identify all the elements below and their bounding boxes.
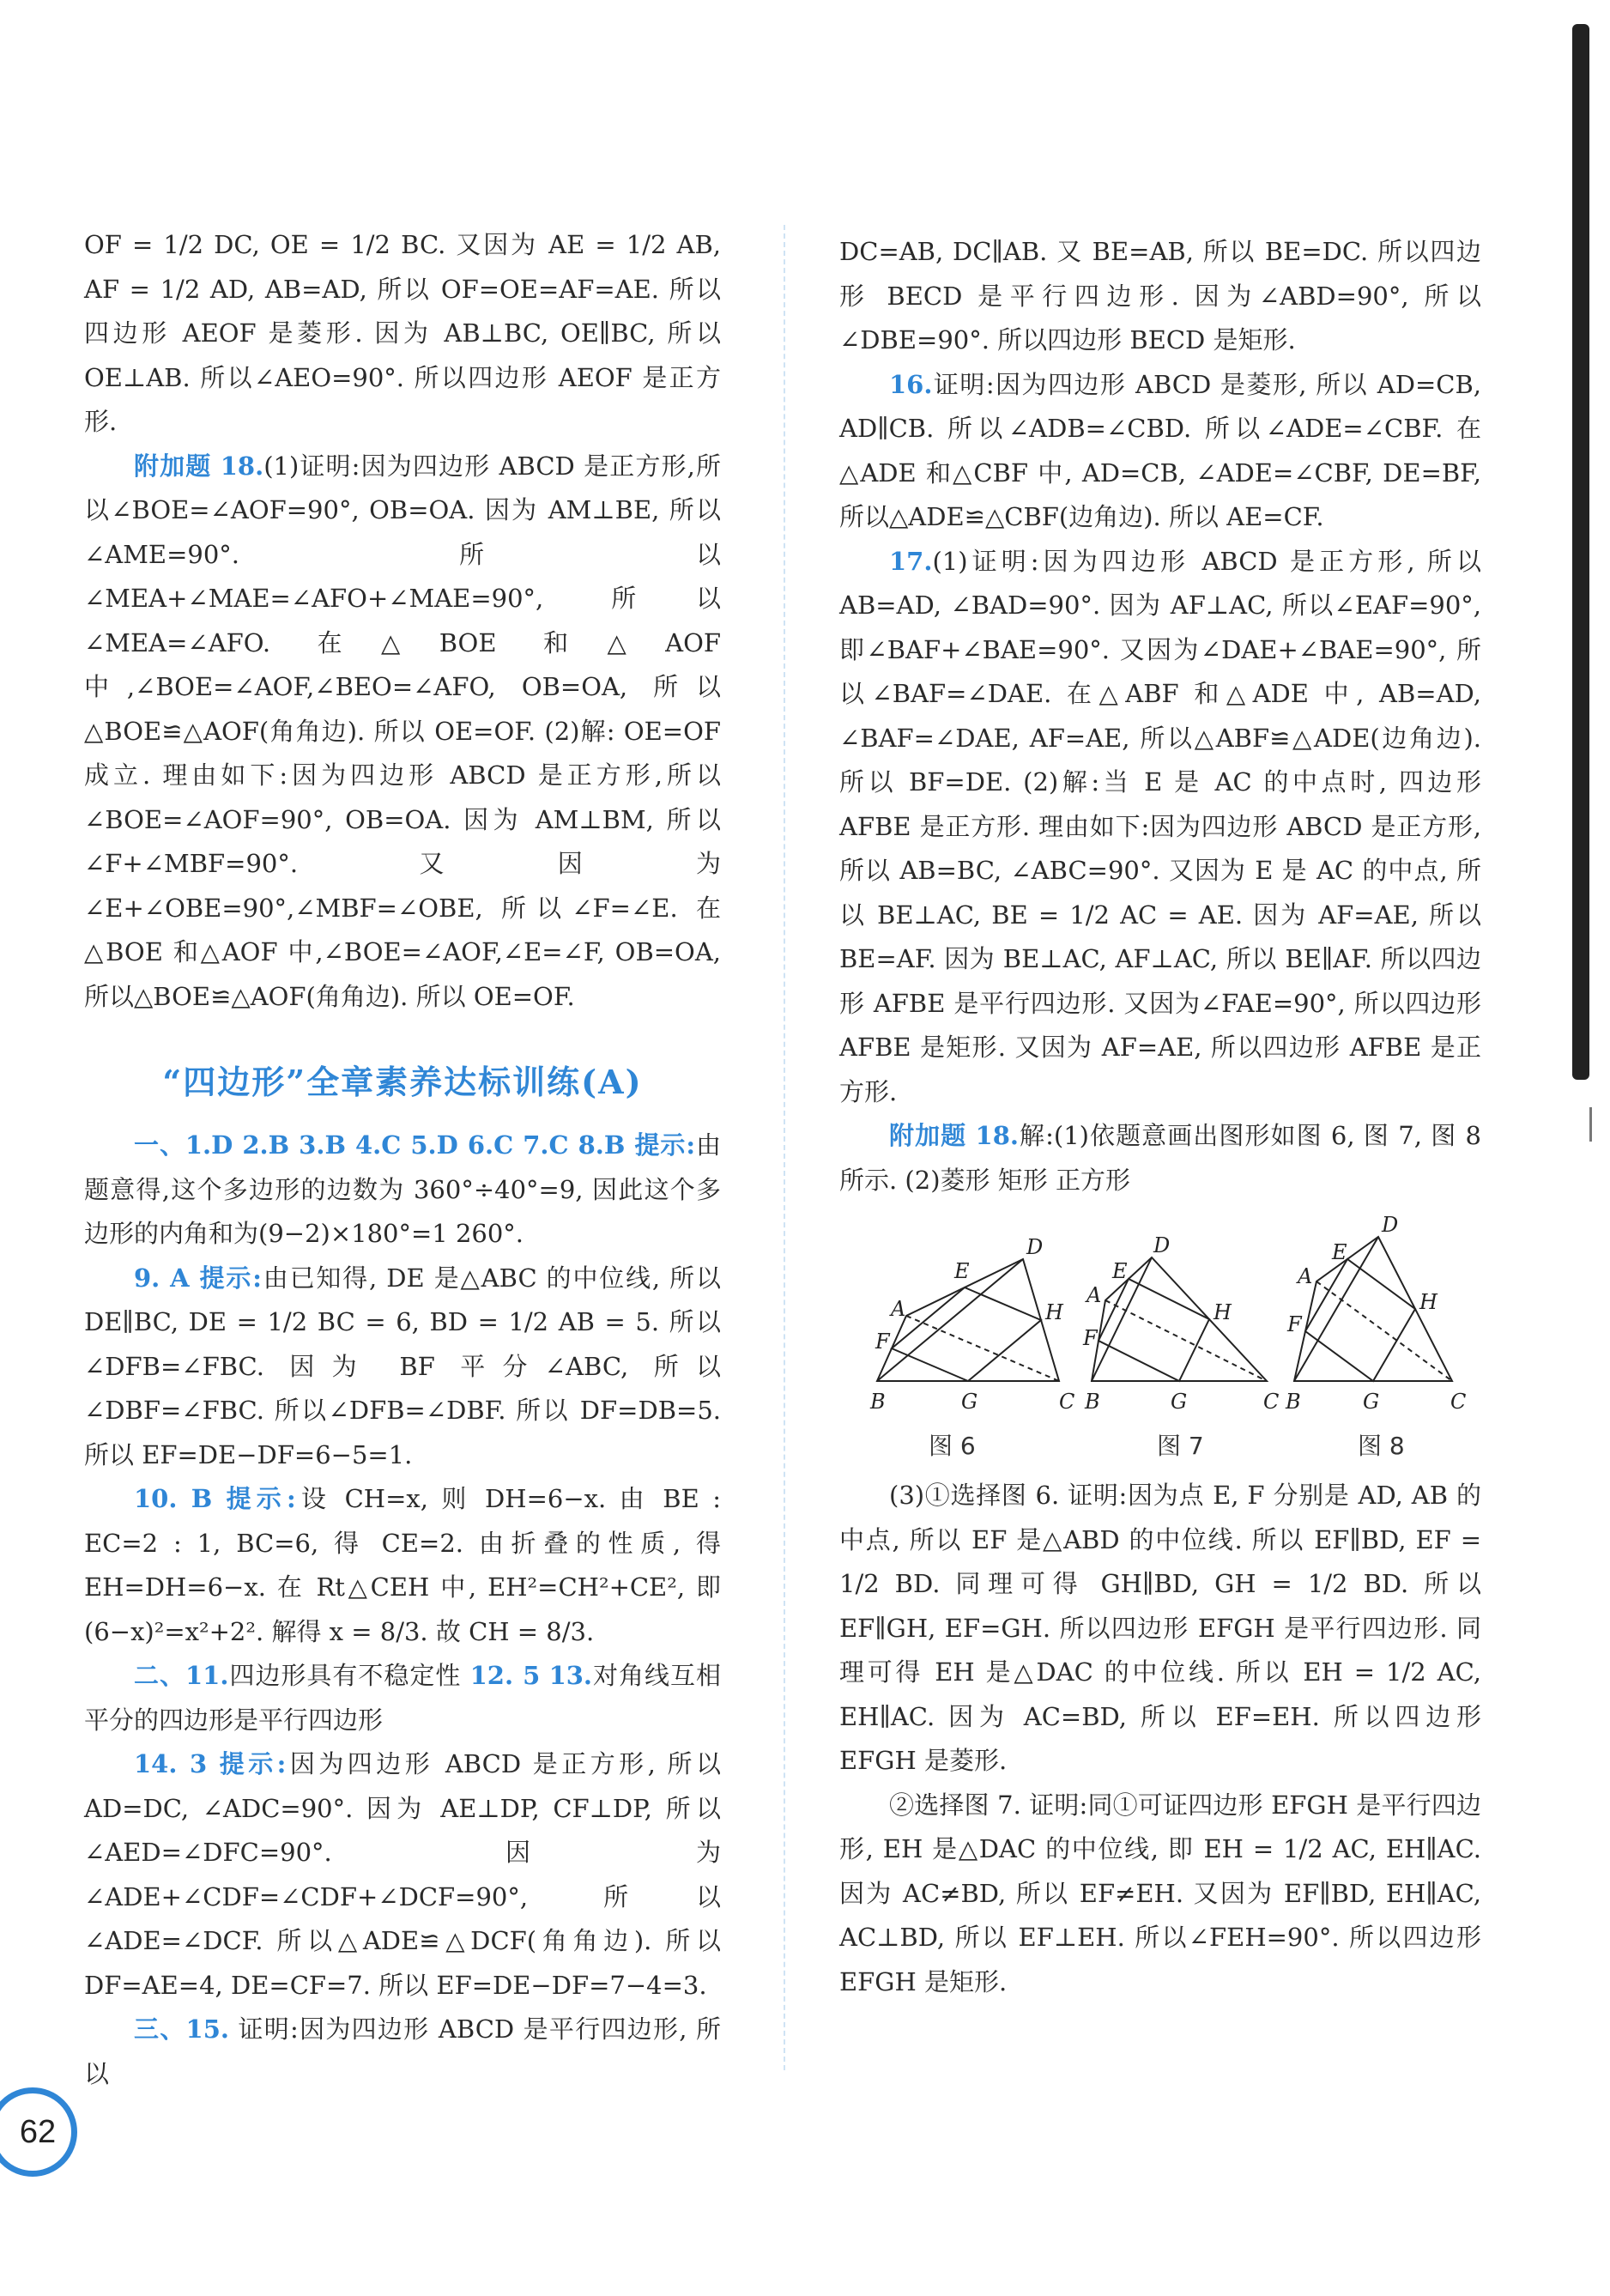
q13-number: 13.: [548, 1661, 593, 1690]
answer-q16: [839, 363, 1481, 540]
q9-head: 9. A 提示:: [134, 1263, 262, 1293]
answer-q9: [84, 1257, 721, 1478]
q16-text: 证明:因为四边形 ABCD 是菱形, 所以 AD=CB, AD∥CB. 所以∠ADB=∠CBD. 所以∠ADE=∠CBF. 在△ADE 和△CBF 中, AD=CB, ∠ADE=∠CBF, DE=BF, 所以△ADE≌△CBF(边角边). 所以 AE=CF.: [839, 369, 1481, 531]
bonus-label: 附加题: [134, 451, 212, 481]
fig7-label-f: F: [1083, 1326, 1098, 1350]
fig8-label-e: E: [1332, 1240, 1347, 1264]
figure-7-caption: 图 7: [1157, 1432, 1204, 1460]
fig6-label-g: G: [961, 1390, 978, 1414]
figure-7: [1081, 1233, 1279, 1414]
answer-q18-part3a: (3)①选择图 6. 证明:因为点 E, F 分别是 AD, AB 的中点, 所以 EF 是△ABD 的中位线. 所以 EF∥BD, EF = 1/2 BD. 同理可得 GH∥BD, GH = 1/2 BD. 所以 EF∥GH, EF=GH. 所以四边形 EFGH 是平行四边形. 同理可得 EH 是△DAC 的中位线. 所以 EH = 1/2 AC, EH∥AC. 因为 AC=BD, 所以 EF=EH. 所以四边形 EFGH 是菱形.: [839, 1481, 1481, 1775]
page-number: 62: [19, 2113, 57, 2150]
q11-text: 四边形具有不稳定性: [228, 1661, 462, 1690]
fig7-label-e: E: [1112, 1259, 1128, 1283]
q10-head: 10. B 提示:: [134, 1484, 296, 1513]
answer-q18-left: [84, 445, 721, 1020]
fig7-label-b: B: [1085, 1390, 1100, 1414]
q9-text: 由已知得, DE 是△ABC 的中位线, 所以 DE∥BC, DE = 1/2 BC = 6, BD = 1/2 AB = 5. 所以∠DFB=∠FBC. 因为 BF 平分∠ABC, 所以∠DBF=∠FBC. 所以∠DFB=∠DBF. 所以 DF=DB=5. 所以 EF=DE−DF=6−5=1.: [84, 1263, 721, 1469]
answer-q18-part3b: ②选择图 7. 证明:同①可证四边形 EFGH 是平行四边形, EH 是△DAC 的中位线, 即 EH = 1/2 AC, EH∥AC. 因为 AC≠BD, 所以 EF≠EH. 又因为 EF∥BD, EH∥AC, AC⊥BD, 所以 EF⊥EH. 所以∠FEH=90°. 所以四边形 EFGH 是矩形.: [839, 1790, 1481, 1996]
q18-right-text: 解:(1)依题意画出图形如图 6, 图 7, 图 8 所示. (2)菱形 矩形 正方形: [839, 1121, 1482, 1195]
bonus-label-right: 附加题: [889, 1121, 967, 1150]
fig6-label-f: F: [875, 1330, 890, 1354]
q15-text: 证明:因为四边形 ABCD 是平行四边形, 所以: [84, 2014, 721, 2088]
part2-head: 二、11.: [134, 1661, 229, 1690]
fig8-label-f: F: [1287, 1312, 1302, 1336]
fig8-label-b: B: [1286, 1390, 1301, 1414]
part1-text: 由题意得,这个多边形的边数为 360°÷40°=9, 因此这个多边形的内角和为(9−2)×180°=1 260°.: [84, 1130, 721, 1248]
q17-number: 17.: [889, 546, 933, 576]
q14-head: 14. 3 提示:: [134, 1749, 287, 1778]
fig7-label-c: C: [1263, 1390, 1280, 1414]
page-edge-shadow: [1572, 24, 1589, 1080]
fig6-label-e: E: [954, 1259, 970, 1283]
answer-part1: [84, 1124, 721, 1257]
q14-text: 因为四边形 ABCD 是正方形, 所以 AD=DC, ∠ADC=90°. 因为 AE⊥DP, CF⊥DP, 所以∠AED=∠DFC=90°. 因为∠ADE+∠CDF=∠CDF+∠DCF=90°, 所以∠ADE=∠DCF. 所以△ADE≌△DCF(角角边). 所以 DF=AE=4, DE=CF=7. 所以 EF=DE−DF=7−4=3.: [84, 1749, 721, 2000]
part3-head: 三、15.: [134, 2014, 229, 2044]
fig7-efgh: [1099, 1279, 1209, 1381]
fig6-label-h: H: [1045, 1300, 1063, 1324]
figure-6: [865, 1233, 1075, 1414]
column-divider: [784, 225, 785, 2070]
fig6-label-c: C: [1059, 1390, 1075, 1414]
q18-text: (1)证明:因为四边形 ABCD 是正方形,所以∠BOE=∠AOF=90°, OB=OA. 因为 AM⊥BE, 所以∠AME=90°. 所以∠MEA+∠MAE=∠AFO+∠MAE=90°, 所以∠MEA=∠AFO. 在△BOE 和△AOF 中,∠BOE=∠AOF,∠BEO=∠AFO, OB=OA, 所以△BOE≌△AOF(角角边). 所以 OE=OF. (2)解: OE=OF 成立. 理由如下:因为四边形 ABCD 是正方形,所以∠BOE=∠AOF=90°, OB=OA. 因为 AM⊥BM, 所以∠F+∠MBF=90°. 又因为∠E+∠OBE=90°,∠MBF=∠OBE, 所以∠F=∠E. 在△BOE 和△AOF 中,∠BOE=∠AOF,∠E=∠F, OB=OA, 所以△BOE≌△AOF(角角边). 所以 OE=OF.: [84, 451, 721, 1011]
section-title: “四边形”全章素养达标训练(A): [162, 1063, 643, 1101]
answer-q14: [84, 1742, 721, 2008]
part1-head: 一、1.D 2.B 3.B 4.C 5.D 6.C 7.C 8.B 提示:: [134, 1130, 696, 1160]
figure-8-caption: 图 8: [1358, 1432, 1405, 1460]
fig7-label-a: A: [1086, 1283, 1102, 1307]
right-column: [839, 230, 1481, 2004]
q10-text: 设 CH=x, 则 DH=6−x. 由 BE : EC=2 : 1, BC=6, 得 CE=2. 由折叠的性质, 得 EH=DH=6−x. 在 Rt△CEH 中, EH²=CH²+CE², 即(6−x)²=x²+2². 解得 x = 8/3. 故 CH = 8/3.: [84, 1484, 721, 1646]
fig8-label-d: D: [1382, 1213, 1399, 1237]
figures-row: [839, 1213, 1481, 1474]
figure-6-caption: 图 6: [929, 1432, 976, 1460]
answer-q15-continued: DC=AB, DC∥AB. 又 BE=AB, 所以 BE=DC. 所以四边形 BECD 是平行四边形. 因为∠ABD=90°, 所以∠DBE=90°. 所以四边形 BECD 是矩形.: [839, 237, 1481, 354]
answer-paragraph-aeof: OF = 1/2 DC, OE = 1/2 BC. 又因为 AE = 1/2 AB, AF = 1/2 AD, AB=AD, 所以 OF=OE=AF=AE. 所以四边形 AEOF 是菱形. 因为 AB⊥BC, OE∥BC, 所以 OE⊥AB. 所以∠AEO=90°. 所以四边形 AEOF 是正方形.: [84, 230, 721, 436]
q16-number: 16.: [889, 369, 933, 399]
q17-text: (1)证明:因为四边形 ABCD 是正方形, 所以 AB=AD, ∠BAD=90°. 因为 AF⊥AC, 所以∠EAF=90°, 即∠BAF+∠BAE=90°. 又因为∠DAE+∠BAE=90°, 所以∠BAF=∠DAE. 在△ABF 和△ADE 中, AB=AD, ∠BAF=∠DAE, AF=AE, 所以△ABF≌△ADE(边角边). 所以 BF=DE. (2)解:当 E 是 AC 的中点时, 四边形 AFBE 是正方形. 理由如下:因为四边形 ABCD 是正方形, 所以 AB=BC, ∠ABC=90°. 又因为 E 是 AC 的中点, 所以 BE⊥AC, BE = 1/2 AC = AE. 因为 AF=AE, 所以 BE=AF. 因为 BE⊥AC, AF⊥AC, 所以 BE∥AF. 所以四边形 AFBE 是平行四边形. 又因为∠FAE=90°, 所以四边形 AFBE 是矩形. 又因为 AF=AE, 所以四边形 AFBE 是正方形.: [839, 546, 1481, 1106]
q13-text: 对角线互相平分的四边形是平行四边形: [84, 1661, 722, 1735]
fig8-label-a: A: [1298, 1264, 1313, 1288]
fig6-efgh: [892, 1287, 1041, 1381]
fig6-label-d: D: [1026, 1235, 1044, 1259]
answer-q17: [839, 540, 1481, 1115]
fig8-label-h: H: [1419, 1290, 1438, 1314]
answer-part2: [84, 1654, 721, 1742]
answer-part3: [84, 2008, 721, 2096]
fig7-diag-ac: [1105, 1300, 1267, 1381]
fig6-diag-ac: [906, 1316, 1059, 1381]
figure-8: [1284, 1213, 1473, 1414]
answer-q18-right: [839, 1114, 1481, 1203]
fig6-label-b: B: [870, 1390, 886, 1414]
q12-answer: 12. 5: [469, 1661, 541, 1690]
fig6-label-a: A: [891, 1297, 906, 1321]
answer-q10: [84, 1477, 721, 1654]
fig7-label-g: G: [1171, 1390, 1188, 1414]
fig7-label-d: D: [1153, 1233, 1171, 1257]
fig8-label-c: C: [1450, 1390, 1467, 1414]
q18-number-right: 18.: [975, 1121, 1019, 1150]
fig8-label-g: G: [1363, 1390, 1380, 1414]
page-edge-mark: [1589, 1107, 1592, 1142]
page-number-badge: [0, 2087, 77, 2177]
fig7-label-h: H: [1214, 1300, 1232, 1324]
left-column: [84, 223, 721, 2096]
q18-number: 18.: [220, 451, 264, 481]
